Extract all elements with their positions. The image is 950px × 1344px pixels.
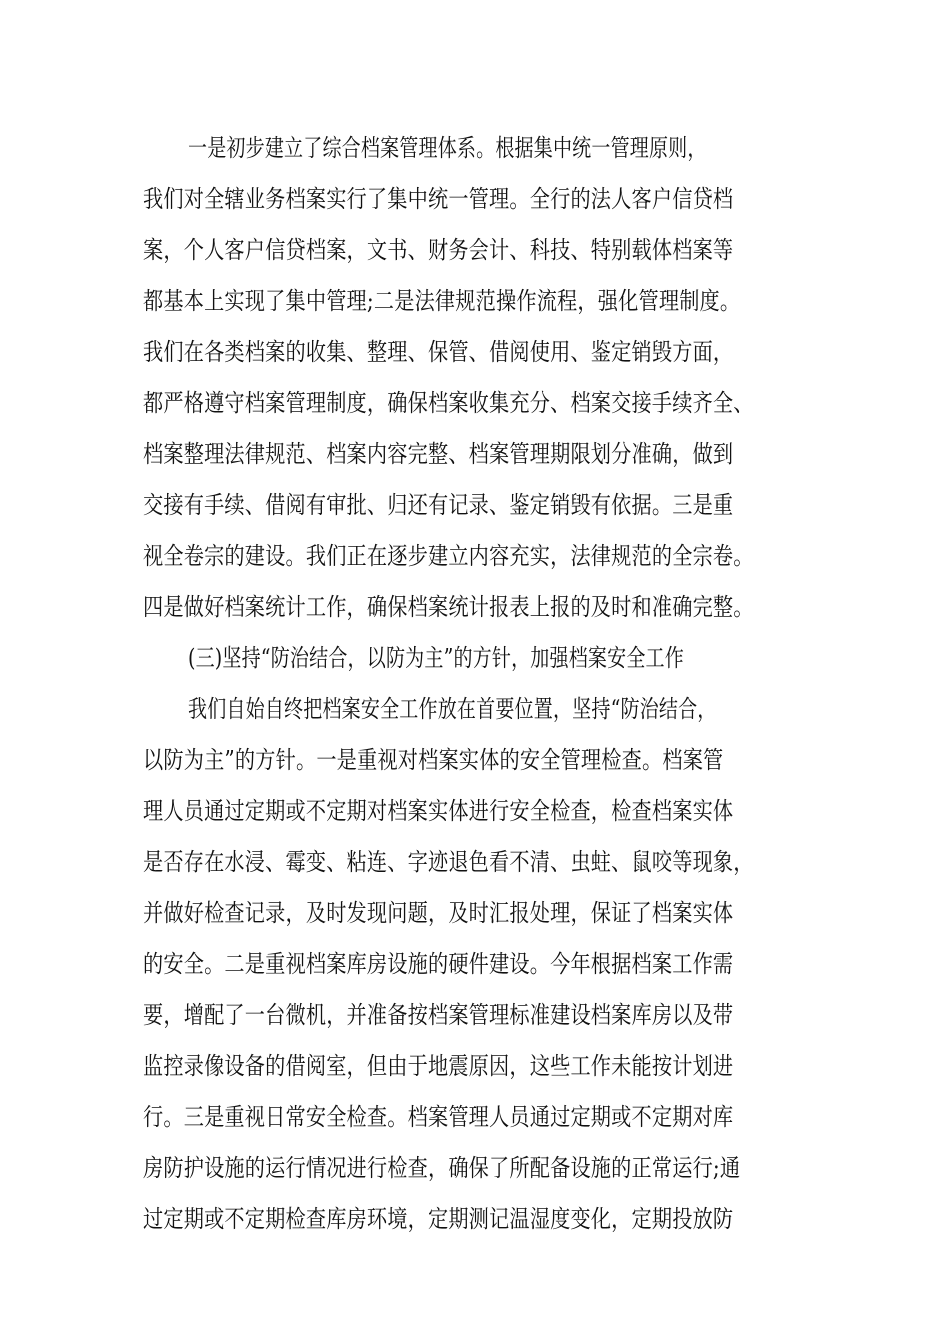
section-heading: (三)坚持“防治结合，以防为主”的方针，加强档案安全工作	[188, 644, 684, 672]
text-line-14: 理人员通过定期或不定期对档案实体进行安全检查，检查档案实体	[143, 797, 734, 825]
text-line-16: 并做好检查记录，及时发现问题，及时汇报处理，保证了档案实体	[143, 899, 734, 927]
text-line-10: 四是做好档案统计工作，确保档案统计报表上报的及时和准确完整。	[143, 593, 754, 621]
text-line-22: 过定期或不定期检查库房环境，定期测记温湿度变化，定期投放防	[143, 1205, 734, 1233]
text-line-17: 的安全。二是重视档案库房设施的硬件建设。今年根据档案工作需	[143, 950, 734, 978]
text-line-15: 是否存在水浸、霉变、粘连、字迹退色看不清、虫蛀、鼠咬等现象，	[143, 848, 754, 876]
text-line-21: 房防护设施的运行情况进行检查，确保了所配备设施的正常运行;通	[143, 1154, 741, 1182]
text-line-13: 以防为主”的方针。一是重视对档案实体的安全管理检查。档案管	[143, 746, 724, 774]
text-line-19: 监控录像设备的借阅室，但由于地震原因，这些工作未能按计划进	[143, 1052, 734, 1080]
text-line-8: 交接有手续、借阅有审批、归还有记录、鉴定销毁有依据。三是重	[143, 491, 734, 519]
text-line-20: 行。三是重视日常安全检查。档案管理人员通过定期或不定期对库	[143, 1103, 734, 1131]
text-line-9: 视全卷宗的建设。我们正在逐步建立内容充实，法律规范的全宗卷。	[143, 542, 754, 570]
text-line-2: 我们对全辖业务档案实行了集中统一管理。全行的法人客户信贷档	[143, 185, 734, 213]
text-line-7: 档案整理法律规范、档案内容完整、档案管理期限划分准确，做到	[143, 440, 734, 468]
text-line-12: 我们自始自终把档案安全工作放在首要位置，坚持“防治结合，	[188, 695, 717, 723]
text-line-3: 案，个人客户信贷档案，文书、财务会计、科技、特别载体档案等	[143, 236, 734, 264]
text-line-5: 我们在各类档案的收集、整理、保管、借阅使用、鉴定销毁方面，	[143, 338, 734, 366]
text-line-1: 一是初步建立了综合档案管理体系。根据集中统一管理原则，	[188, 134, 707, 162]
text-line-6: 都严格遵守档案管理制度，确保档案收集充分、档案交接手续齐全、	[143, 389, 754, 417]
text-line-18: 要，增配了一台微机，并准备按档案管理标准建设档案库房以及带	[143, 1001, 734, 1029]
text-line-4: 都基本上实现了集中管理;二是法律规范操作流程，强化管理制度。	[143, 287, 741, 315]
